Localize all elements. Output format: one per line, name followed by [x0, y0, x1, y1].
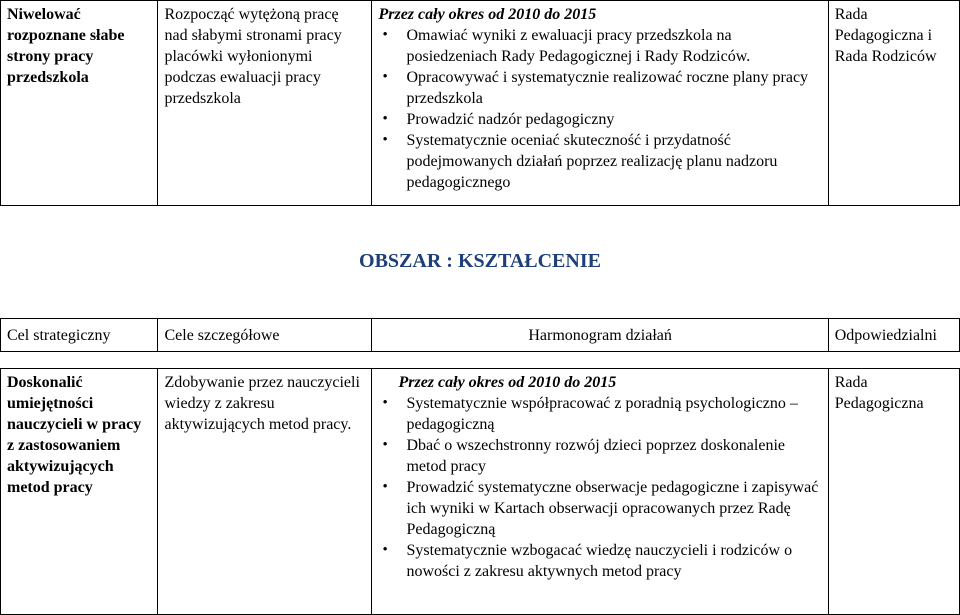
list-item: • Systematycznie oceniać skuteczność i przydatność podejmowanych działań poprzez realizację planu nadzoru pedagogicznego: [378, 130, 821, 193]
list-item: • Systematycznie współpracować z poradnią psychologiczno –pedagogiczną: [378, 393, 821, 435]
schedule-title: Przez cały okres od 2010 do 2015: [378, 6, 597, 23]
list-item: • Omawiać wyniki z ewaluacji pracy przedszkola na posiedzeniach Rady Pedagogicznej i Rady Rodziców.: [378, 25, 821, 67]
list-item: • Systematycznie wzbogacać wiedzę nauczycieli i rodziców o nowości z zakresu aktywnych metod pracy: [378, 540, 821, 582]
list-item: • Dbać o wszechstronny rozwój dzieci poprzez doskonalenie metod pracy: [378, 435, 821, 477]
schedule-list: [378, 393, 821, 582]
schedule-cell: [372, 1, 828, 206]
table-row: [1, 1, 960, 206]
header-goal: Cel strategiczny: [1, 319, 158, 352]
header-schedule: Harmonogram działań: [372, 319, 828, 352]
list-item: • Prowadzić nadzór pedagogiczny: [378, 109, 821, 130]
detail-cell: Rozpocząć wytężoną pracę nad słabymi stronami pracy placówki wyłonionymi podczas ewaluacji pracy przedszkola: [158, 1, 372, 206]
list-item: • Opracowywać i systematycznie realizować roczne plany pracy przedszkola: [378, 67, 821, 109]
detail-cell: Zdobywanie przez nauczycieli wiedzy z zakresu aktywizujących metod pracy.: [158, 369, 372, 615]
header-row: [1, 319, 960, 352]
schedule-title: Przez cały okres od 2010 do 2015: [398, 374, 617, 391]
header-responsible: Odpowiedzialni: [828, 319, 959, 352]
header-table: [0, 318, 960, 352]
responsible-cell: Rada Pedagogiczna i Rada Rodziców: [828, 1, 959, 206]
section-heading: OBSZAR : KSZTAŁCENIE: [359, 250, 601, 272]
goal-cell: Niwelować rozpoznane słabe strony pracy przedszkola: [1, 1, 158, 206]
schedule-cell: [372, 369, 828, 615]
goal-cell: Doskonalić umiejętności nauczycieli w pracy z zastosowaniem aktywizujących metod pracy: [1, 369, 158, 615]
responsible-cell: Rada Pedagogiczna: [828, 369, 959, 615]
plan-table-bottom: [0, 368, 960, 615]
schedule-list: [378, 25, 821, 193]
plan-table-top: [0, 0, 960, 206]
header-detail: Cele szczegółowe: [158, 319, 372, 352]
list-item: • Prowadzić systematyczne obserwacje pedagogiczne i zapisywać ich wyniki w Kartach obserwacji opracowanych przez Radę Pedagogiczną: [378, 477, 821, 540]
table-row: [1, 369, 960, 615]
